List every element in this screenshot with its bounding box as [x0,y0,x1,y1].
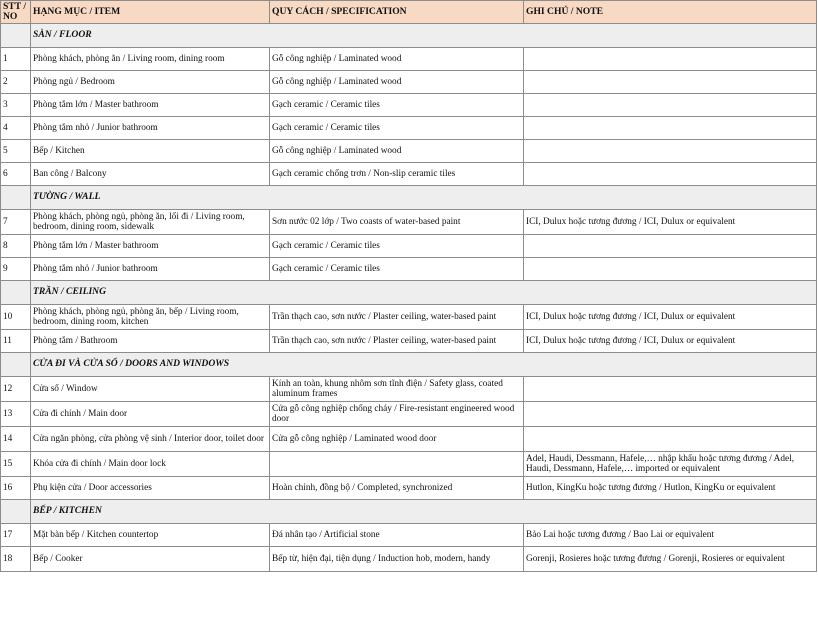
cell-no: 1 [1,48,31,71]
section-title: SÀN / FLOOR [31,24,817,48]
cell-item: Cửa sổ / Window [31,377,270,402]
cell-no: 16 [1,477,31,500]
header-note: GHI CHÚ / NOTE [524,1,817,24]
table-row [1,140,817,163]
cell-no: 14 [1,427,31,452]
cell-item: Bếp / Kitchen [31,140,270,163]
cell-spec: Gỗ công nghiệp / Laminated wood [270,48,524,71]
cell-note [524,402,817,427]
cell-spec: Gạch ceramic chống trơn / Non-slip ceramic tiles [270,163,524,186]
cell-item: Phòng tắm nhỏ / Junior bathroom [31,117,270,140]
cell-no: 13 [1,402,31,427]
cell-item: Mặt bàn bếp / Kitchen countertop [31,524,270,547]
cell-spec: Bếp từ, hiện đại, tiện dụng / Induction hob, modern, handy [270,547,524,572]
section-row-ceiling [1,281,817,305]
header-row [1,1,817,24]
cell-note [524,140,817,163]
cell-note [524,427,817,452]
cell-spec: Gạch ceramic / Ceramic tiles [270,94,524,117]
cell-item: Phụ kiện cửa / Door accessories [31,477,270,500]
table-row [1,477,817,500]
table-row [1,258,817,281]
table-row [1,452,817,477]
cell-note [524,377,817,402]
cell-no: 6 [1,163,31,186]
cell-spec: Cửa gỗ công nghiệp chống cháy / Fire-resistant engineered wood door [270,402,524,427]
cell-item: Phòng khách, phòng ăn / Living room, dining room [31,48,270,71]
cell-note [524,235,817,258]
cell-item: Phòng ngủ / Bedroom [31,71,270,94]
cell-item: Khóa cửa đi chính / Main door lock [31,452,270,477]
cell-item: Cửa ngăn phòng, cửa phòng vệ sinh / Interior door, toilet door [31,427,270,452]
cell-no: 5 [1,140,31,163]
cell-note [524,258,817,281]
cell-spec: Trần thạch cao, sơn nước / Plaster ceiling, water-based paint [270,305,524,330]
cell-no: 8 [1,235,31,258]
cell-no: 11 [1,330,31,353]
table-row [1,210,817,235]
table-row [1,547,817,572]
header-spec: QUY CÁCH / SPECIFICATION [270,1,524,24]
cell-note [524,94,817,117]
header-stt: STT / NO [1,1,31,24]
section-row-wall [1,186,817,210]
cell-note [524,117,817,140]
cell-note [524,163,817,186]
cell-spec: Gạch ceramic / Ceramic tiles [270,258,524,281]
cell-item: Phòng tắm / Bathroom [31,330,270,353]
cell-item: Ban công / Balcony [31,163,270,186]
cell-note [524,71,817,94]
table-row [1,94,817,117]
cell-spec: Trần thạch cao, sơn nước / Plaster ceiling, water-based paint [270,330,524,353]
cell-item: Phòng tắm lớn / Master bathroom [31,94,270,117]
section-title: TRẦN / CEILING [31,281,817,305]
cell-spec: Sơn nước 02 lớp / Two coasts of water-based paint [270,210,524,235]
table-row [1,427,817,452]
cell-no: 18 [1,547,31,572]
table-row [1,402,817,427]
cell-no: 4 [1,117,31,140]
cell-no: 17 [1,524,31,547]
table-row [1,235,817,258]
section-title: TƯỜNG / WALL [31,186,817,210]
cell-spec: Kính an toàn, khung nhôm sơn tĩnh điện / Safety glass, coated aluminum frames [270,377,524,402]
cell-item: Phòng khách, phòng ngủ, phòng ăn, bếp / Living room, bedroom, dining room, kitchen [31,305,270,330]
table-row [1,305,817,330]
cell-note [524,48,817,71]
cell-spec: Gỗ công nghiệp / Laminated wood [270,140,524,163]
cell-item: Cửa đi chính / Main door [31,402,270,427]
section-row-doors-windows [1,353,817,377]
cell-spec: Hoàn chỉnh, đồng bộ / Completed, synchronized [270,477,524,500]
cell-no: 15 [1,452,31,477]
section-row-kitchen [1,500,817,524]
cell-note: Hutlon, KingKu hoặc tương đương / Hutlon, KingKu or equivalent [524,477,817,500]
table-row [1,330,817,353]
section-row-floor [1,24,817,48]
table-row [1,524,817,547]
cell-item: Phòng tắm lớn / Master bathroom [31,235,270,258]
cell-spec: Cửa gỗ công nghiệp / Laminated wood door [270,427,524,452]
cell-no: 2 [1,71,31,94]
cell-note: Bảo Lai hoặc tương đương / Bao Lai or equivalent [524,524,817,547]
table-row [1,117,817,140]
header-item: HẠNG MỤC / ITEM [31,1,270,24]
cell-no: 10 [1,305,31,330]
cell-spec: Gạch ceramic / Ceramic tiles [270,235,524,258]
table-row [1,377,817,402]
cell-note: Adel, Haudi, Dessmann, Hafele,… nhập khẩu hoặc tương đương / Adel, Haudi, Dessmann, Hafele,… imported or equivalent [524,452,817,477]
cell-no: 9 [1,258,31,281]
cell-spec: Gạch ceramic / Ceramic tiles [270,117,524,140]
cell-note: Gorenji, Rosieres hoặc tương đương / Gorenji, Rosieres or equivalent [524,547,817,572]
cell-spec [270,452,524,477]
cell-item: Phòng khách, phòng ngủ, phòng ăn, lối đi / Living room, bedroom, dining room, sidewalk [31,210,270,235]
cell-no: 7 [1,210,31,235]
cell-note: ICI, Dulux hoặc tương đương / ICI, Dulux or equivalent [524,305,817,330]
cell-spec: Gỗ công nghiệp / Laminated wood [270,71,524,94]
table-row [1,48,817,71]
cell-spec: Đá nhân tạo / Artificial stone [270,524,524,547]
cell-item: Bếp / Cooker [31,547,270,572]
cell-no: 12 [1,377,31,402]
cell-no: 3 [1,94,31,117]
table-row [1,71,817,94]
table-row [1,163,817,186]
cell-note: ICI, Dulux hoặc tương đương / ICI, Dulux or equivalent [524,210,817,235]
section-title: CỬA ĐI VÀ CỬA SỔ / DOORS AND WINDOWS [31,353,817,377]
cell-note: ICI, Dulux hoặc tương đương / ICI, Dulux or equivalent [524,330,817,353]
section-title: BẾP / KITCHEN [31,500,817,524]
cell-item: Phòng tắm nhỏ / Junior bathroom [31,258,270,281]
